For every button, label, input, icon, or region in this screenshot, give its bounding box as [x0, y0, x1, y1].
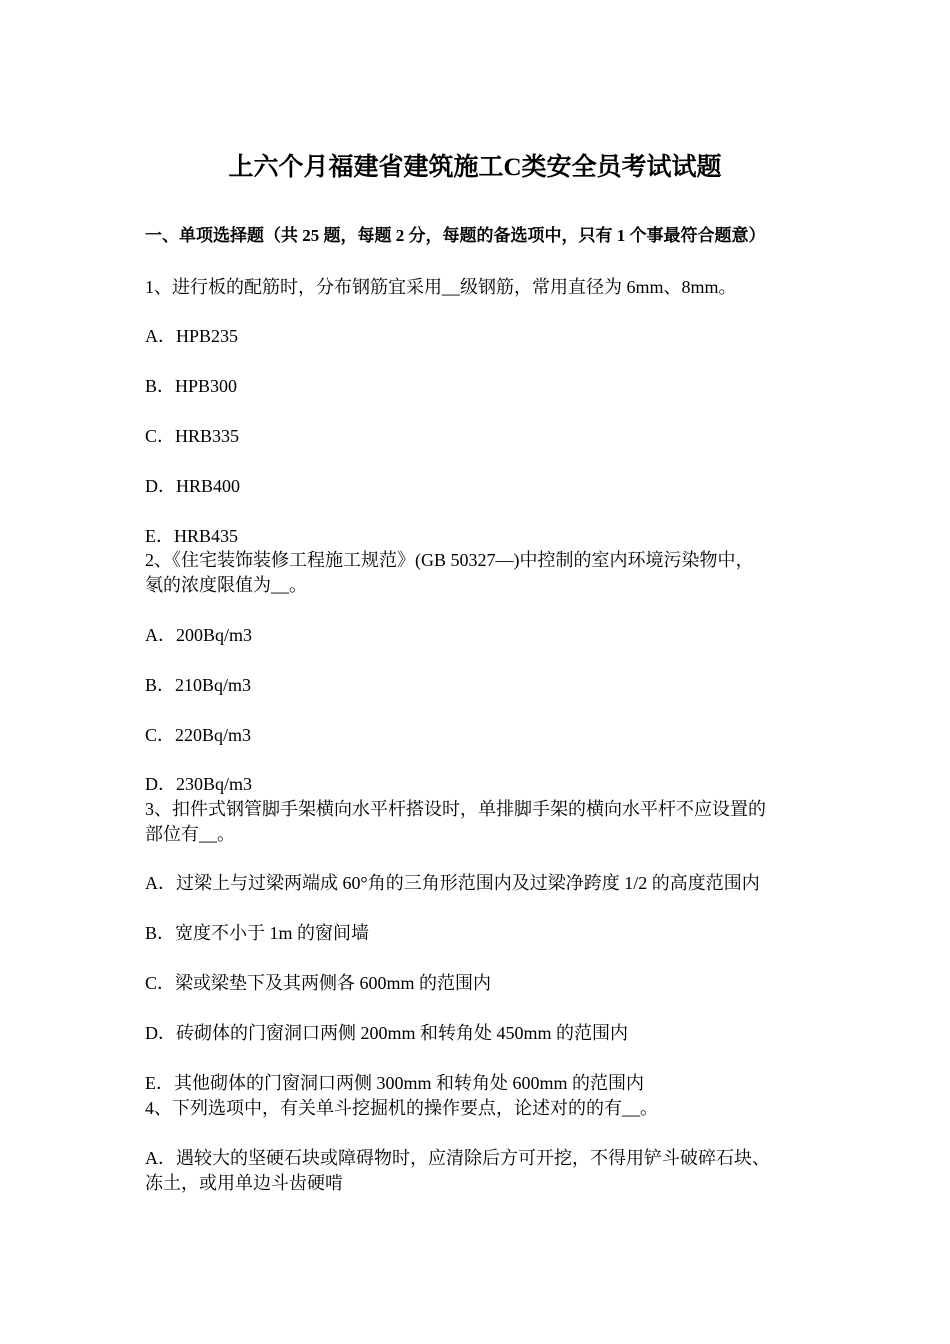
question-2-stem-line-2: 氡的浓度限值为__。 — [145, 575, 307, 595]
question-2-option-d: D．230Bq/m3 — [145, 774, 253, 794]
question-1-option-a: A．HPB235 — [145, 326, 239, 346]
question-4-stem: 4、下列选项中，有关单斗挖掘机的操作要点，论述对的的有__。 — [145, 1098, 658, 1118]
question-3-stem-line-1: 3、扣件式钢管脚手架横向水平杆搭设时，单排脚手架的横向水平杆不应设置的 — [145, 799, 766, 819]
question-3-stem-line-2: 部位有__。 — [145, 824, 235, 844]
question-3-option-a: A．过梁上与过梁两端成 60°角的三角形范围内及过梁净跨度 1/2 的高度范围内 — [145, 873, 760, 893]
question-2-option-a: A．200Bq/m3 — [145, 625, 253, 645]
question-3-option-e: E．其他砌体的门窗洞口两侧 300mm 和转角处 600mm 的范围内 — [145, 1073, 644, 1093]
section-heading: 一、单项选择题（共 25 题，每题 2 分，每题的备选项中，只有 1 个事最符合题意） — [145, 226, 766, 245]
question-1-stem: 1、进行板的配筋时，分布钢筋宜采用__级钢筋，常用直径为 6mm、8mm。 — [145, 277, 737, 297]
page-title: 上六个月福建省建筑施工C类安全员考试试题 — [228, 154, 722, 181]
question-3-option-b: B．宽度不小于 1m 的窗间墙 — [145, 923, 370, 943]
question-3-option-c: C．梁或梁垫下及其两侧各 600mm 的范围内 — [145, 973, 492, 993]
question-2-option-b: B．210Bq/m3 — [145, 675, 252, 695]
question-4-option-a-line-2: 冻土，或用单边斗齿硬啃 — [145, 1173, 343, 1193]
question-1-option-d: D．HRB400 — [145, 476, 241, 496]
question-2-option-c: C．220Bq/m3 — [145, 725, 252, 745]
question-4-option-a-line-1: A．遇较大的坚硬石块或障碍物时，应清除后方可开挖，不得用铲斗破碎石块、 — [145, 1148, 770, 1168]
question-1-option-e: E．HRB435 — [145, 526, 239, 546]
question-2-stem-line-1: 2、《住宅装饰装修工程施工规范》(GB 50327—)中控制的室内环境污染物中， — [145, 550, 754, 570]
question-1-option-c: C．HRB335 — [145, 426, 240, 446]
question-3-option-d: D．砖砌体的门窗洞口两侧 200mm 和转角处 450mm 的范围内 — [145, 1023, 629, 1043]
question-1-option-b: B．HPB300 — [145, 376, 238, 396]
